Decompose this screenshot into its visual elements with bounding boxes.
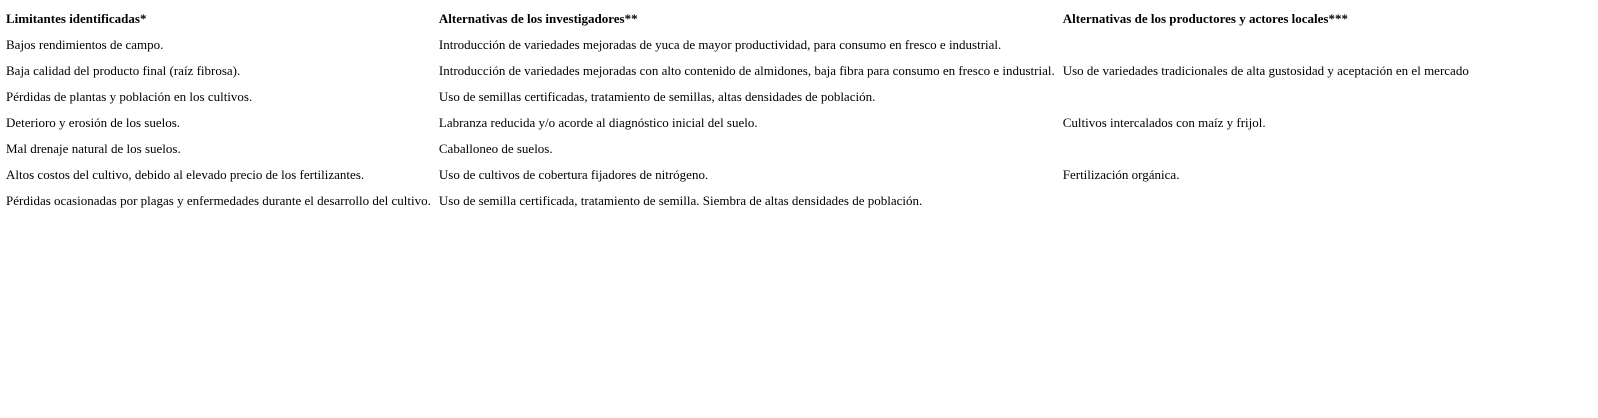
header-row (4, 8, 1471, 30)
cell-investigadores: Labranza reducida y/o acorde al diagnóstico inicial del suelo. (438, 115, 758, 130)
cell-limitante: Altos costos del cultivo, debido al elevado precio de los fertilizantes. (6, 167, 365, 182)
table-row (4, 138, 1471, 160)
table-row (4, 164, 1471, 186)
header-alternativas-productores: Alternativas de los productores y actores locales*** (1062, 11, 1348, 26)
cell-productores (1061, 138, 1471, 160)
alternatives-table (0, 4, 1475, 216)
table-header (4, 8, 1471, 30)
table-row (4, 60, 1471, 82)
cell-investigadores: Caballoneo de suelos. (438, 141, 553, 156)
cell-investigadores: Uso de semilla certificada, tratamiento de semilla. Siembra de altas densidades de población. (438, 193, 923, 208)
cell-investigadores: Uso de semillas certificadas, tratamiento de semillas, altas densidades de población. (438, 89, 876, 104)
header-alternativas-investigadores: Alternativas de los investigadores** (438, 11, 638, 26)
cell-investigadores: Introducción de variedades mejoradas de yuca de mayor productividad, para consumo en fresco e industrial. (438, 37, 1002, 52)
table-row (4, 86, 1471, 108)
cell-limitante: Mal drenaje natural de los suelos. (6, 141, 181, 156)
cell-limitante: Pérdidas de plantas y población en los cultivos. (6, 89, 253, 104)
cell-investigadores: Uso de cultivos de cobertura fijadores de nitrógeno. (438, 167, 709, 182)
cell-limitante: Bajos rendimientos de campo. (6, 37, 164, 52)
table-row (4, 112, 1471, 134)
cell-productores (1061, 86, 1471, 108)
table-body (4, 34, 1471, 212)
header-limitantes: Limitantes identificadas* (6, 11, 147, 26)
table-row (4, 34, 1471, 56)
cell-productores: Uso de variedades tradicionales de alta gustosidad y aceptación en el mercado (1062, 63, 1469, 78)
cell-productores: Fertilización orgánica. (1062, 167, 1180, 182)
cell-limitante: Deterioro y erosión de los suelos. (6, 115, 181, 130)
table-row (4, 190, 1471, 212)
cell-limitante: Pérdidas ocasionadas por plagas y enfermedades durante el desarrollo del cultivo. (6, 193, 431, 208)
cell-productores (1061, 34, 1471, 56)
cell-investigadores: Introducción de variedades mejoradas con alto contenido de almidones, baja fibra para consumo en fresco e industrial. (438, 63, 1055, 78)
cell-productores: Cultivos intercalados con maíz y frijol. (1062, 115, 1266, 130)
cell-limitante: Baja calidad del producto final (raíz fibrosa). (6, 63, 241, 78)
cell-productores (1061, 190, 1471, 212)
